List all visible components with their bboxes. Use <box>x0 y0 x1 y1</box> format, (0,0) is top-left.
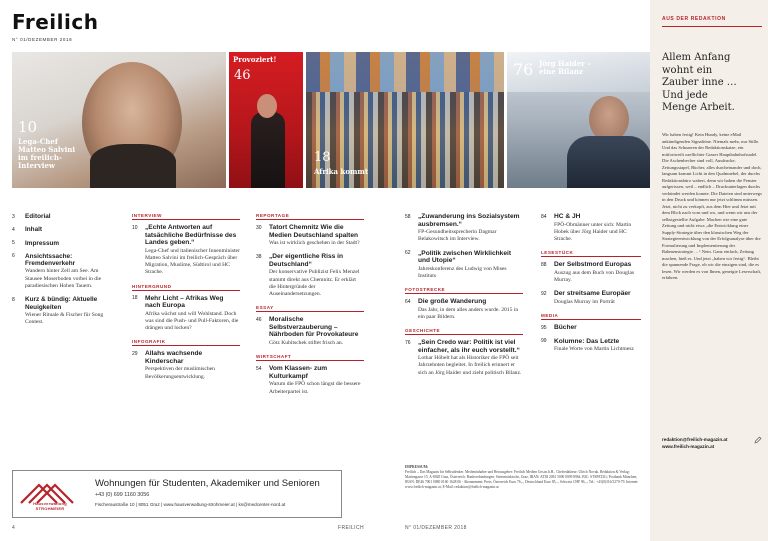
toc-column-3 <box>256 206 364 402</box>
toc-page-number: 10 <box>132 224 138 231</box>
photo-salvini[interactable] <box>12 52 226 188</box>
toc-entry-description: Wiener Rituale & Fischer für Song Contest. <box>25 311 104 326</box>
toc-entry-title: „Echte Antworten auf tatsächliche Bedürfnisse des Landes geben.“ <box>145 224 237 247</box>
toc-entry[interactable] <box>256 224 364 247</box>
toc-entry-description: Der konservative Publizist Felix Menzel stammt direkt aus Chemnitz. Er erklärt die Hintergründe der Auseinandersetzungen. <box>269 269 360 298</box>
toc-page-number: 92 <box>541 290 547 297</box>
toc-entry[interactable] <box>12 240 112 247</box>
toc-entry-title: Vom Klassen- zum Kulturkampf <box>269 365 328 380</box>
toc-entry-title: „Zuwanderung ins Sozialsystem ausbremsen.“ <box>418 213 520 228</box>
toc-entry[interactable] <box>541 213 641 243</box>
toc-page-number: 95 <box>541 324 547 331</box>
footer-mark: FREILICH <box>338 525 364 531</box>
toc-entry[interactable] <box>12 226 112 233</box>
toc-entry[interactable] <box>256 316 364 347</box>
photo-afrika[interactable] <box>306 52 504 188</box>
toc-page-number: 46 <box>256 316 262 323</box>
ad-banner[interactable] <box>12 470 342 518</box>
photo-caption: Afrika kommt <box>314 167 369 176</box>
toc-entry-description: FP-Gesundheitssprecherin Dagmar Belakowitsch im Interview. <box>418 229 497 243</box>
toc-entry-title: „Sein Credo war: Politik ist viel einfacher, als ihr euch vorstellt.“ <box>418 339 520 354</box>
toc-entry-description: Auszug aus dem Buch von Douglas Murray. <box>554 269 635 284</box>
toc-page-number: 84 <box>541 213 547 220</box>
figure-silhouette <box>251 112 285 188</box>
toc-entry[interactable] <box>405 298 523 321</box>
impressum <box>405 465 645 490</box>
photo-haider[interactable] <box>507 52 650 188</box>
contact-email-link[interactable]: redaktion@freilich-magazin.at <box>662 437 728 442</box>
toc-page-number: 76 <box>405 339 411 346</box>
toc-entry-title: Der streitsame Europäer <box>554 290 631 298</box>
toc-entry[interactable] <box>405 250 523 281</box>
photo-page-number: 10 <box>18 118 38 136</box>
impressum-text: Freilich – Das Magazin für Selbstdenker. Medieninhaber und Herausgeber: Freilich Medien Ges.m.b.H., Chefredakteur: Ulrich Novak. Redaktion & Verlag: Mariengasse 15, A-8020 Graz, Österreich. Bankverbindungen: Steiermärkische, Graz, IBAN: AT38 2081 5000 0009 8964, BIC: STSPAT2G; Postbank München, IBAN: DE46 7001 0080 0160 1628 06 - Abonnement: Preis: Österreich Euro 76,–, Deutschland Euro 85,–, Schweiz CHF 96,–, Tel.: +43(0)316/3270-79. Internet: www.freilich-magazin.at, E-Mail: redaktion@freilich-magazin.at <box>405 469 639 489</box>
toc-entry[interactable] <box>256 365 364 396</box>
ad-contact-line: Fischeraustraße 10 | 8051 Graz | www.hausverwaltung-strohmeier.at | ks@medcenter-nord.at <box>95 502 286 507</box>
toc-entry-title: Tatort Chemnitz Wie die Medien Deutschland spalten <box>269 224 359 239</box>
beard-shape <box>90 144 176 188</box>
photo-caption: Lega-Chef Matteo Salvini im freilich- Interview <box>18 137 76 171</box>
toc-page-number: 29 <box>132 350 138 357</box>
toc-section-heading: REPORTAGE <box>256 213 364 220</box>
toc-entry[interactable] <box>132 224 240 277</box>
toc-entry-title: „Der eigentliche Riss in Deutschland“ <box>269 253 344 268</box>
issue-label: N° 01/DEZEMBER 2018 <box>12 37 73 42</box>
photo-page-number: 18 <box>314 150 331 165</box>
toc-section-heading: MEDIA <box>541 313 641 320</box>
toc-page-number: 6 <box>12 253 15 260</box>
toc-entry-title: Bücher <box>554 324 577 332</box>
toc-page-number: 88 <box>541 261 547 268</box>
toc-entry[interactable] <box>132 350 240 381</box>
toc-page-number: 64 <box>405 298 411 305</box>
toc-entry[interactable] <box>541 290 641 306</box>
toc-entry-title: Der Selbstmord Europas <box>554 261 632 269</box>
toc-entry-title: Moralische Selbstverzauberung – Nährboden für Provokateure <box>269 316 359 339</box>
toc-entry[interactable] <box>405 339 523 377</box>
toc-entry-title: Die große Wanderung <box>418 298 487 306</box>
toc-entry[interactable] <box>541 261 641 284</box>
toc-page-number: 8 <box>12 296 15 303</box>
toc-entry-description: Das Jahr, in dem alles anders wurde. 2015 in ein paar Bildern. <box>418 306 519 320</box>
ad-logo-text: Hausverwaltung STROHMEIER <box>33 501 67 511</box>
toc-page-number: 18 <box>132 295 138 302</box>
toc-entry-description: FPÖ-Obmänner unter sich: Martin Hobek über Jörg Haider und HC Strache. <box>554 221 632 243</box>
sidebar-headline: Allem Anfang wohnt ein Zauber inne … Und jede Menge Arbeit. <box>662 52 737 113</box>
toc-entry-title: Kurz & bündig: Aktuelle Neuigkeiten <box>25 296 98 311</box>
toc-page-number: 3 <box>12 213 15 220</box>
toc-entry-description: Jahreskonferenz des Ludwig von Mises Instituts <box>418 265 507 279</box>
editorial-sidebar <box>650 0 768 541</box>
toc-page-number: 99 <box>541 338 547 345</box>
toc-column-1 <box>12 213 112 332</box>
contact-website-link[interactable]: www.freilich-magazin.at <box>662 443 715 449</box>
toc-entry-description: Götz Kubitschek stiftet frisch an. <box>269 339 344 346</box>
toc-page-number: 62 <box>405 250 411 257</box>
photo-provoziert[interactable] <box>229 52 303 188</box>
toc-page-number: 4 <box>12 226 15 233</box>
ad-phone: +43 (0) 699 1160 3056 <box>95 492 150 498</box>
toc-entry-title: Ansichtssache: Fremdenverkehr <box>25 252 76 268</box>
photo-caption: Jörg Haider – eine Bilanz <box>539 59 591 77</box>
toc-entry-title: Editorial <box>25 213 51 220</box>
sidebar-body: Wir haben fertig! Kein Hundy, keine eMail ankündigenden Signaltöne. Niemals mehr, nur Stille. Und das Schnarren der Redaktionskatze, ein mitfortweilt ozellichter Grazer Hauptbahnhofstadel. Die Aschenbecher sind voll, Ausdrucke, Zeitungsstapel, Bücher, alles durcheinander und doch, langsam kommt Licht in den Qualmnebel, der durchs Redaktionsbüro wabert, denn wir haben die Fenster aufgerissen, weil – endlich – Druckunterlagen durchs verkündet werden konnte. Die Dateien sind unterwegs in den Druck und können nur jetzt schlimm müssen. Jetzt, nicht zu verkopft, aus dem Hier und Jetzt mit dem Blick nach vorn und wo, und wenn wir uns der selbstgestellte Aufgabe. Machen wie eine gute Zeitung und nicht etwa „die Entwicklung einer Supply-Strategie über den klassischen Weg der Strategieentwicklung von der Erfolgsanalyse über die Formulierung und Implementierung der Rahmenstrategie …“ Nein. Ganz einfach, Zeitung machen, hieß es. Und jetzt „haben wir fertig“. Bleibt die spannende Frage, ob wir die einzigen sind, die es lesen. Wir werden es von Ihnen, geneigte Leserschaft, erfahren. <box>662 132 762 281</box>
toc-section-heading: INTERVIEW <box>132 213 240 220</box>
toc-entry-description: Douglas Murray im Porträt <box>554 298 615 305</box>
toc-section-heading: ESSAY <box>256 305 364 312</box>
toc-entry[interactable] <box>12 296 112 326</box>
photo-page-number: 46 <box>234 68 251 83</box>
toc-section-heading: FOTOSTRECKE <box>405 287 523 294</box>
toc-entry[interactable] <box>256 253 364 298</box>
toc-entry-title: Allahs wachsende Kinderschar <box>145 350 203 365</box>
toc-entry[interactable] <box>132 295 240 333</box>
toc-entry-title: Impressum <box>25 239 60 247</box>
toc-page-number: 5 <box>12 240 15 247</box>
toc-entry-description: Was ist wirklich geschehen in der Stadt? <box>269 240 360 247</box>
toc-section-heading: LESESTÜCK <box>541 250 641 257</box>
toc-page-number: 30 <box>256 224 262 231</box>
photo-caption: Provoziert! <box>233 55 277 64</box>
footer-issue: N° 01/DEZEMBER 2018 <box>405 525 467 531</box>
toc-entry-title: HC & JH <box>554 213 581 220</box>
toc-entry-description: Lothar Höbelt hat als Historiker die FPÖ seit Jahrzehnten begleitet. In freilich erinnert er sich an Jörg Haider und zieht politisch Bilanz. <box>418 355 522 376</box>
toc-page-number: 38 <box>256 253 262 260</box>
toc-column-5 <box>541 213 641 359</box>
toc-entry[interactable] <box>541 324 641 332</box>
toc-column-4 <box>405 213 523 383</box>
footer-page-left: 4 <box>12 525 16 531</box>
toc-section-heading: HINTERGRUND <box>132 284 240 291</box>
toc-entry-title: Kolumne: Das Letzte <box>554 337 620 345</box>
toc-entry[interactable] <box>12 213 112 220</box>
toc-entry-description: Warum die FPÖ schon längst die bessere Arbeiterpartei ist. <box>269 381 361 395</box>
toc-entry-title: Mehr Licht – Afrikas Weg nach Europa <box>145 294 224 310</box>
toc-entry[interactable] <box>541 338 641 354</box>
ad-title: Wohnungen für Studenten, Akademiker und Senioren <box>95 478 320 489</box>
toc-section-heading: WIRTSCHAFT <box>256 354 364 361</box>
photo-page-number: 76 <box>513 60 534 79</box>
photo-strip <box>12 52 650 188</box>
suit-shape <box>567 136 650 188</box>
sidebar-rule <box>662 26 762 27</box>
toc-entry-description: Lega-Chef und italienischer Innenminister Matteo Salvini im freilich-Gespräch über Migration, Muslime, Südtirol und HC Strache. <box>145 247 240 276</box>
toc-entry-description: Afrika wächst und will Wohlstand. Doch was sind die Push- und Pull-Faktoren, die drängen und locken? <box>145 310 239 332</box>
umbrella-roofs <box>306 52 504 92</box>
toc-page-number: 58 <box>405 213 411 220</box>
sidebar-contact <box>662 437 762 451</box>
toc-entry-description: Finale Worte von Martin Lichtmesz <box>554 346 634 353</box>
toc-entry[interactable] <box>12 253 112 290</box>
toc-section-heading: INFOGRAFIK <box>132 339 240 346</box>
pen-icon <box>754 436 762 444</box>
toc-section-heading: GESCHICHTE <box>405 328 523 335</box>
toc-entry[interactable] <box>405 213 523 244</box>
toc-entry-title: Inhalt <box>25 226 43 234</box>
toc-page-number: 54 <box>256 365 262 372</box>
toc-column-2 <box>132 206 240 387</box>
masthead-title: Freilich <box>12 10 99 34</box>
toc-entry-description: Wandern hinter Zell am See. Am Stausee Moserboden vorbei in die paradiesischen Hohen Tauern. <box>25 268 102 290</box>
toc-entry-title: „Politik zwischen Wirklichkeit und Utopie“ <box>418 249 512 265</box>
head-shape <box>257 94 277 118</box>
toc-entry-description: Perspektiven der muslimischen Bevölkerungsentwicklung. <box>145 366 215 380</box>
sidebar-label: AUS DER REDAKTION <box>662 16 726 22</box>
impressum-label: IMPRESSUM: <box>405 465 429 469</box>
